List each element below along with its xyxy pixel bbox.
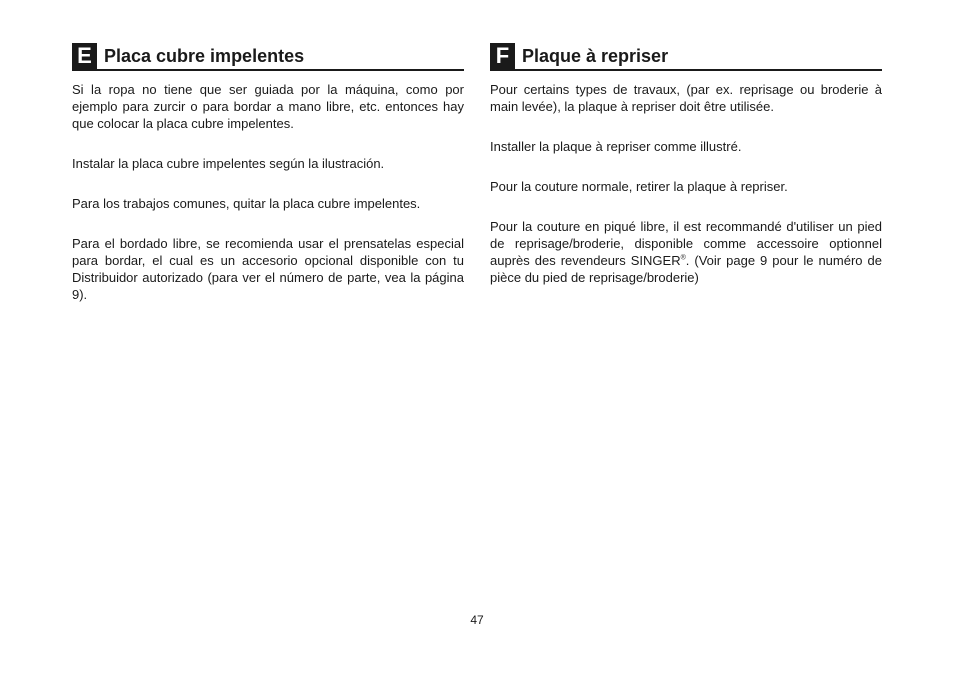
page-number: 47 xyxy=(470,613,484,627)
paragraph: Para el bordado libre, se recomienda usar el prensatelas especial para bordar, el cual es un accesorio opcional disponible con tu Distribuidor autorizado (para ver el número de parte, vea la página 9). xyxy=(72,236,464,302)
spanish-section xyxy=(72,42,464,326)
section-title: Placa cubre impelentes xyxy=(104,45,305,66)
paragraph-text: Pour la couture en piqué libre, il est recommandé d'utiliser un pied de reprisage/broderie, disponible comme accessoire optionnel auprès des revendeurs SINGER xyxy=(490,219,882,268)
paragraph: Para los trabajos comunes, quitar la placa cubre impelentes. xyxy=(72,196,421,211)
paragraph: Si la ropa no tiene que ser guiada por la máquina, como por ejemplo para zurcir o para bordar a mano libre, etc. entonces hay que colocar la placa cubre impelentes. xyxy=(72,82,464,131)
language-letter-badge: F xyxy=(490,43,515,69)
section-heading-french xyxy=(490,42,882,71)
paragraph xyxy=(490,218,882,286)
section-heading-spanish xyxy=(72,42,464,71)
paragraph: Pour la couture normale, retirer la plaque à repriser. xyxy=(490,179,788,194)
paragraph: Installer la plaque à repriser comme illustré. xyxy=(490,139,742,154)
french-section xyxy=(490,42,882,309)
registered-mark: ® xyxy=(680,254,686,262)
paragraph: Instalar la placa cubre impelentes según la ilustración. xyxy=(72,156,385,171)
paragraph-text: . (Voir page 9 pour le numéro de pièce du pied de reprisage/broderie) xyxy=(490,253,882,285)
language-letter-badge: E xyxy=(72,43,97,69)
paragraph: Pour certains types de travaux, (par ex. reprisage ou broderie à main levée), la plaque à repriser doit être utilisée. xyxy=(490,82,882,114)
section-title: Plaque à repriser xyxy=(522,45,669,66)
